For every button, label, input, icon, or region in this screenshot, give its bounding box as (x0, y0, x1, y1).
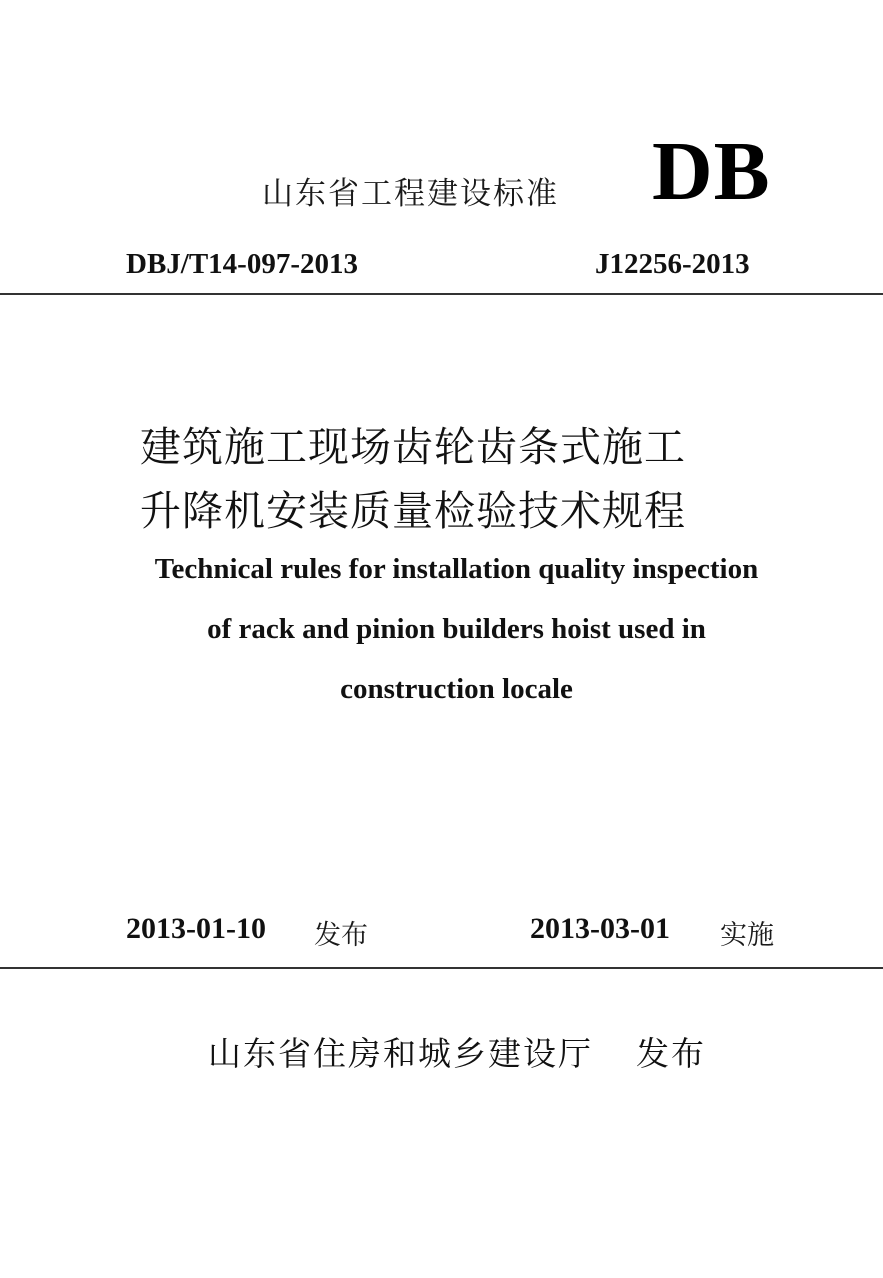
issue-label: 发布 (314, 920, 368, 951)
standard-type-heading: 山东省工程建设标准 (262, 176, 559, 212)
publisher-name: 山东省住房和城乡建设厅 (208, 1034, 593, 1073)
top-divider (0, 293, 883, 295)
title-english-line-3: construction locale (340, 673, 573, 705)
db-mark: DB (652, 125, 771, 218)
record-number: J12256-2013 (595, 248, 750, 280)
bottom-divider (0, 967, 883, 969)
issue-date: 2013-01-10 (126, 912, 266, 945)
publish-label: 发布 (636, 1034, 706, 1073)
title-chinese-line-2: 升降机安装质量检验技术规程 (140, 487, 686, 535)
standard-number: DBJ/T14-097-2013 (126, 248, 358, 280)
implementation-date: 2013-03-01 (530, 912, 670, 945)
title-english-line-1: Technical rules for installation quality inspection (154, 553, 759, 585)
title-english-line-2: of rack and pinion builders hoist used in (207, 613, 706, 645)
implementation-label: 实施 (720, 920, 774, 951)
title-chinese-line-1: 建筑施工现场齿轮齿条式施工 (140, 423, 686, 471)
